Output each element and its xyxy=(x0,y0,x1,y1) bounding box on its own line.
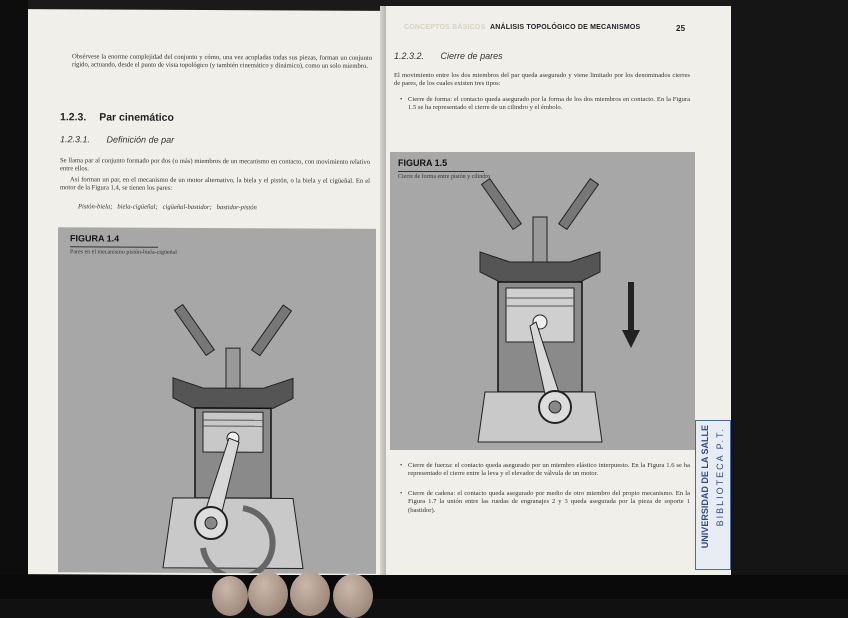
left-dark-edge xyxy=(0,0,28,599)
right-subsection-title: Cierre de pares xyxy=(441,51,503,61)
figure-1-5 xyxy=(390,152,695,450)
bullet-3-marker: • xyxy=(400,490,402,498)
figure-1-4 xyxy=(58,227,376,574)
library-stamp xyxy=(695,420,731,570)
engine-illustration-2 xyxy=(390,152,695,450)
faded-running-title: CONCEPTOS BÁSICOS xyxy=(404,24,485,31)
bullet-chain-closure: Cierre de cadena: el contacto queda asegurado por medio de otro miembro del propio mecanismo. En la Figura 1.7 la unión entre las ruedas de engranajes 2 y 3 queda asegurada por la pieza de soporte 1 (bastidor). xyxy=(408,490,690,515)
stamp-university: UNIVERSIDAD DE LA SALLE xyxy=(700,425,710,548)
finger-1 xyxy=(212,576,248,616)
bullet-force-closure: Cierre de fuerza: el contacto queda asegurado por un miembro elástico interpuesto. En la Figura 1.6 se ha representado el cierre entre la leva y el elevador de válvula de un motor. xyxy=(408,462,690,479)
finger-3 xyxy=(290,572,330,616)
definition-paragraph: Se llama par al conjunto formado por dos (o más) miembros de un mecanismo en contacto, con movimiento relativo entre ellos. xyxy=(60,157,370,175)
bullet-1-marker: • xyxy=(400,96,402,104)
figure-1-5-caption: Cierre de forma entre pistón y cilindro xyxy=(398,174,490,180)
section-title: Par cinemático xyxy=(99,111,174,123)
finger-4 xyxy=(333,574,373,618)
bullet-form-closure: Cierre de forma: el contacto queda asegurado por la forma de los dos miembros en contacto. En la Figura 1.5 se ha representado el cierre de un cilindro y el émbolo. xyxy=(408,96,690,113)
figure-1-5-title: FIGURA 1.5 xyxy=(398,158,447,168)
finger-2 xyxy=(248,572,288,616)
engine-illustration-1 xyxy=(58,227,376,574)
section-heading xyxy=(60,111,174,124)
example-paragraph: Así forman un par, en el mecanismo de un motor alternativo, la biela y el pistón, o la biela y el cigüeñal. En el motor de la Figura 1.4, se tienen los pares: xyxy=(60,176,370,194)
stamp-library: BIBLIOTECA P.T. xyxy=(715,427,725,526)
pairs-list: Pistón-biela; biela-cigüeñal; cigüeñal-bastidor; bastidor-pistón xyxy=(78,203,378,213)
subsection-number: 1.2.3.1. xyxy=(60,134,90,144)
subsection-heading xyxy=(60,134,174,145)
left-intro-paragraph: Obsérvese la enorme complejidad del conjunto y cómo, una vez acopladas todas sus piezas, forman un conjunto rígido, actuando, desde el punto de vista topológico (y también cinemático y dinámico), como un solo miembro. xyxy=(72,53,372,71)
bottom-dark-edge xyxy=(0,575,848,599)
running-header: ANÁLISIS TOPOLÓGICO DE MECANISMOS xyxy=(490,24,640,31)
right-page xyxy=(386,6,731,576)
section-number: 1.2.3. xyxy=(60,111,86,123)
subsection-title: Definición de par xyxy=(107,134,175,144)
closure-paragraph: El movimiento entre los dos miembros del par queda asegurado y viene limitado por los denominados cierres de pares, de los cuales existen tres tipos: xyxy=(394,72,690,89)
figure-1-4-title: FIGURA 1.4 xyxy=(70,233,119,243)
right-dark-background xyxy=(731,0,848,599)
left-page xyxy=(28,9,386,576)
right-subsection-heading xyxy=(394,51,503,61)
right-subsection-number: 1.2.3.2. xyxy=(394,51,424,61)
figure-1-4-caption: Pares en el mecanismo pistón-biela-cigüeñal xyxy=(70,249,177,256)
page-number: 25 xyxy=(676,24,685,33)
bullet-2-marker: • xyxy=(400,462,402,470)
